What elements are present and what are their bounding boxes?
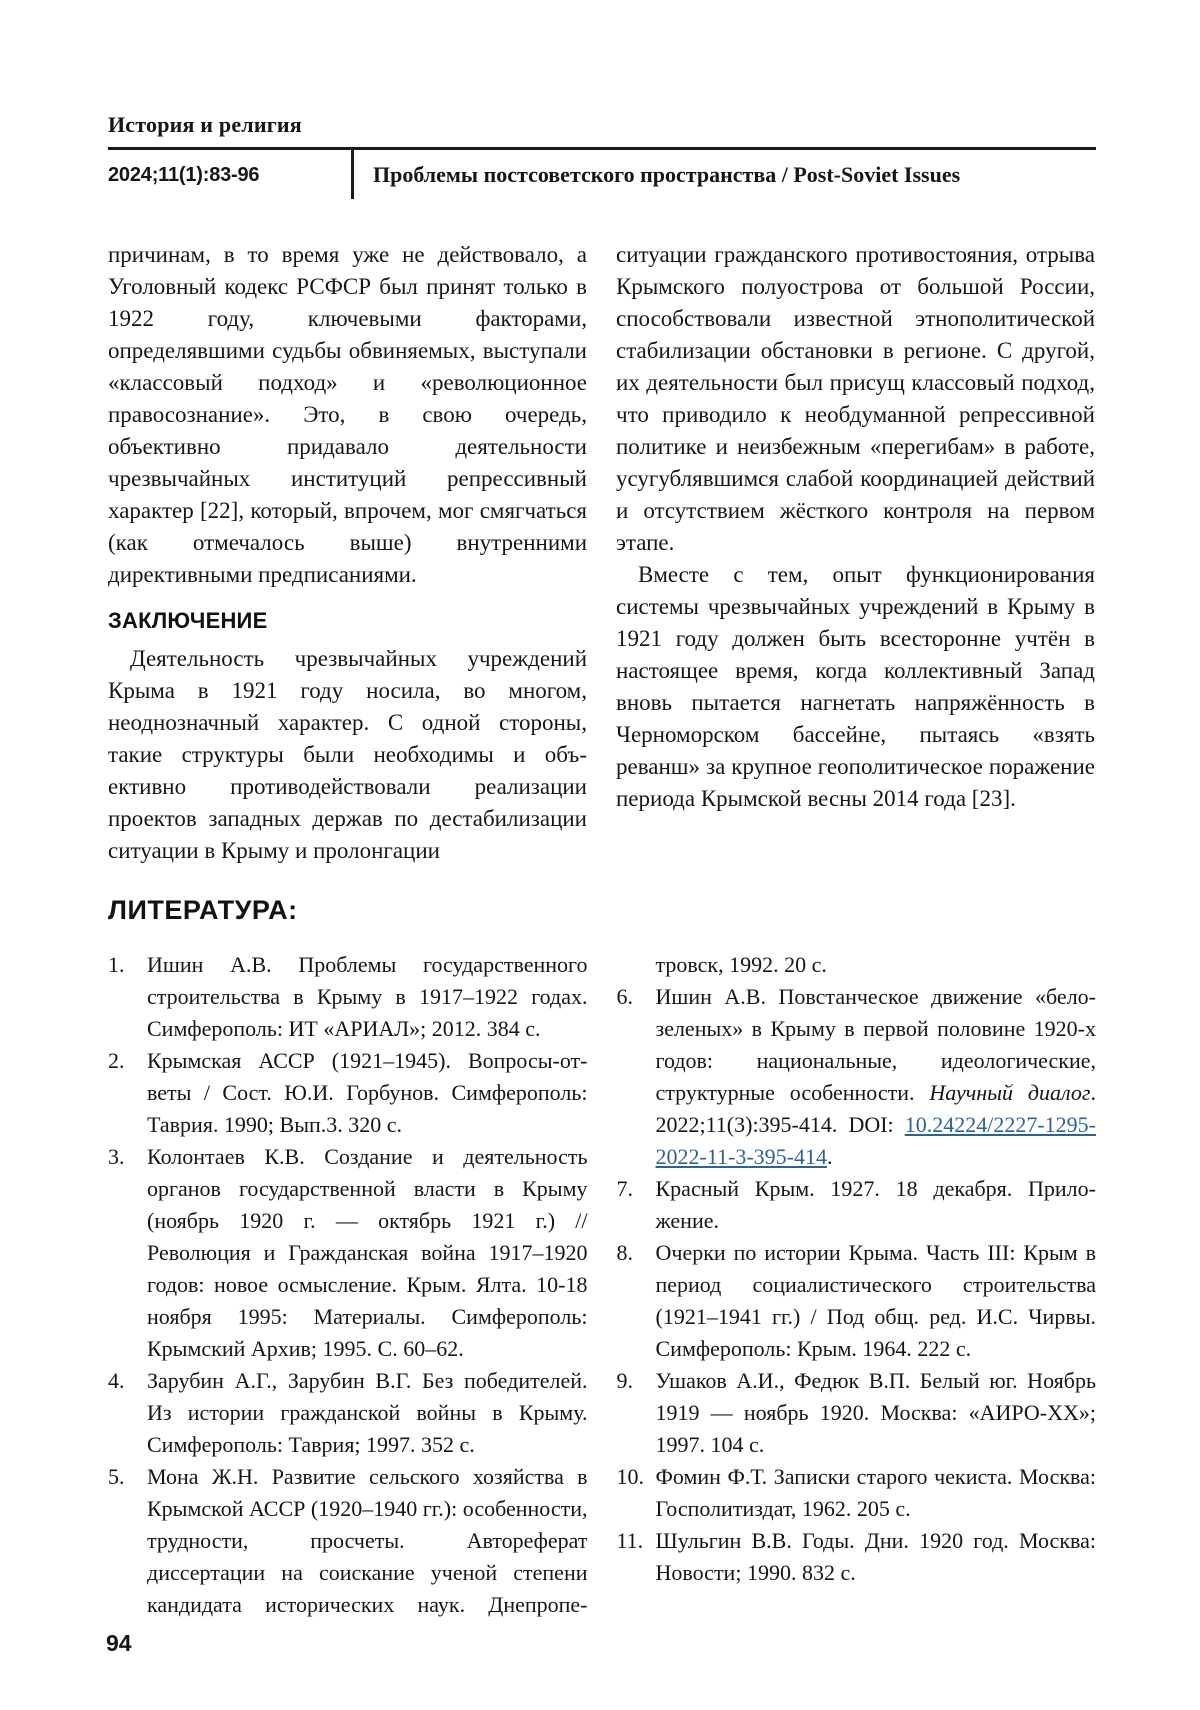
reference-text: Шульгин В.В. Годы. Дни. 1920 год. Москва: Новости; 1990. 832 с. bbox=[655, 1528, 1096, 1585]
paragraph: Вместе с тем, опыт функционирования системы чрезвычайных учреждений в Крыму в 1921 году должен быть всесторонне учтён в настоящее время, когда коллективный Запад вновь пытается нагнетать напряжённость в Черноморском бассейне, пытаясь «взять реванш» за крупное геополитическое поражение периода Крымской весны 2014 года [23]. bbox=[616, 562, 1095, 811]
reference-number: 11. bbox=[616, 1528, 644, 1553]
reference-number: 4. bbox=[108, 1368, 125, 1393]
reference-item bbox=[617, 1461, 1097, 1525]
reference-item bbox=[617, 1365, 1097, 1461]
reference-item bbox=[617, 1173, 1097, 1237]
conclusion-heading: ЗАКЛЮЧЕНИЕ bbox=[108, 608, 268, 633]
reference-number: 6. bbox=[616, 984, 633, 1009]
paragraph: ситуации гражданского противостояния, отрыва Крымского полуострова от большой России, способствовали известной этнополитической стабилизации обстановки в регионе. С другой, их деятельности был присущ классовый подход, что приводило к необдуманной репрессивной политике и неизбежным «перегибам» в работе, усугублявшимся слабой координацией действий и отсутствием жёсткого контроля на первом этапе. bbox=[616, 242, 1095, 555]
reference-text: Очерки по истории Крыма. Часть III: Крым в период социалистического строительства (1921–1941 гг.) / Под общ. ред. И.С. Чирвы. Симферополь: Крым. 1964. 222 с. bbox=[655, 1240, 1096, 1361]
paragraph: причинам, в то время уже не действовало, а Уголовный кодекс РСФСР был принят только в 1922 году, ключевыми факторами, определявшими судьбы обвиняемых, выступали «классовый подход» и «революционное правосознание». Это, в свою очередь, объективно придавало деятельности чрезвычайных институций репрессивный характер [22], который, впрочем, мог смягчаться (как отмечалось выше) внутренними директивными предписаниями. bbox=[108, 242, 587, 587]
running-head-section: История и религия bbox=[108, 112, 302, 137]
reference-number: 7. bbox=[616, 1176, 633, 1201]
reference-number: 5. bbox=[108, 1464, 125, 1489]
reference-item bbox=[617, 1237, 1097, 1365]
reference-number: 3. bbox=[108, 1144, 125, 1169]
header-vertical-divider bbox=[351, 150, 354, 199]
page-number: 94 bbox=[106, 1630, 132, 1656]
reference-text: Крымская АССР (1921–1945). Вопросы-ответы / Сост. Ю.И. Горбунов. Симферополь: Таврия. 1990; Вып.3. 320 с. bbox=[147, 1048, 588, 1137]
article-body bbox=[108, 239, 1096, 867]
reference-number: 1. bbox=[108, 952, 125, 977]
reference-text: Ушаков А.И., Федюк В.П. Белый юг. Ноябрь 1919 — ноябрь 1920. Москва: «АИРО-ХХ»; 1997. 104 с. bbox=[655, 1368, 1096, 1457]
article-column-left bbox=[108, 239, 587, 867]
reference-text: . 2022;11(3):395-414. DOI: bbox=[655, 1080, 1096, 1137]
reference-number: 10. bbox=[616, 1464, 644, 1489]
literature-heading: ЛИТЕРАТУРА: bbox=[108, 895, 298, 925]
reference-item bbox=[617, 981, 1097, 1173]
reference-text: . bbox=[827, 1144, 833, 1169]
reference-number: 9. bbox=[616, 1368, 633, 1393]
reference-number: 2. bbox=[108, 1048, 125, 1073]
references-list bbox=[108, 949, 1096, 1621]
article-column-right bbox=[616, 239, 1095, 815]
reference-text: Мона Ж.Н. Развитие сельского хозяйства в Крымской АССР (1920–1940 гг.): особенности, трудности, просчеты. Автореферат диссертации на соискание ученой степени кандидата исторических наук. Днепропетровск, 1992. 20 с. bbox=[147, 952, 827, 1617]
paragraph: Деятельность чрезвычайных учреждений Крыма в 1921 году носила, во многом, неоднозначный характер. С одной стороны, такие структуры были необходимы и объективно противодействовали реализации проектов западных держав по дестабилизации ситуации в Крыму и пролонгации bbox=[108, 646, 587, 863]
doi-link[interactable]: 10.24224/2227-1295-2022-11-3-395-414 bbox=[655, 1112, 1096, 1169]
reference-text: Фомин Ф.Т. Записки старого чекиста. Москва: Госполитиздат, 1962. 205 с. bbox=[655, 1464, 1096, 1521]
journal-name-italic: Научный диалог bbox=[929, 1080, 1091, 1105]
reference-item bbox=[108, 1365, 588, 1461]
reference-item bbox=[108, 1141, 588, 1365]
reference-text: Красный Крым. 1927. 18 декабря. Приложение. bbox=[655, 1176, 1096, 1233]
reference-item bbox=[108, 1045, 588, 1141]
reference-text: Зарубин А.Г., Зарубин В.Г. Без победителей. Из истории гражданской войны в Крыму. Симферополь: Таврия; 1997. 352 с. bbox=[147, 1368, 588, 1457]
journal-title: Проблемы постсоветского пространства / Post-Soviet Issues bbox=[373, 161, 961, 187]
journal-header-row bbox=[108, 150, 1096, 199]
reference-text: Ишин А.В. Проблемы государственного строительства в Крыму в 1917–1922 годах. Симферополь: ИТ «АРИАЛ»; 2012. 384 с. bbox=[147, 952, 588, 1041]
reference-item bbox=[617, 1525, 1097, 1589]
reference-text: Колонтаев К.В. Создание и деятельность органов государственной власти в Крыму (ноябрь 1920 г. — октябрь 1921 г.) // Революция и Гражданская война 1917–1920 годов: новое осмысление. Крым. Ялта. 10-18 ноября 1995: Материалы. Симферополь: Крымский Архив; 1995. С. 60–62. bbox=[147, 1144, 588, 1361]
reference-number: 8. bbox=[616, 1240, 633, 1265]
reference-text: Ишин А.В. Повстанческое движение «бело-зеленых» в Крыму в первой половине 1920-х годов: национальные, идеологические, структурные особенности. bbox=[655, 984, 1096, 1105]
reference-item bbox=[108, 949, 588, 1045]
citation-info: 2024;11(1):83-96 bbox=[108, 163, 260, 186]
